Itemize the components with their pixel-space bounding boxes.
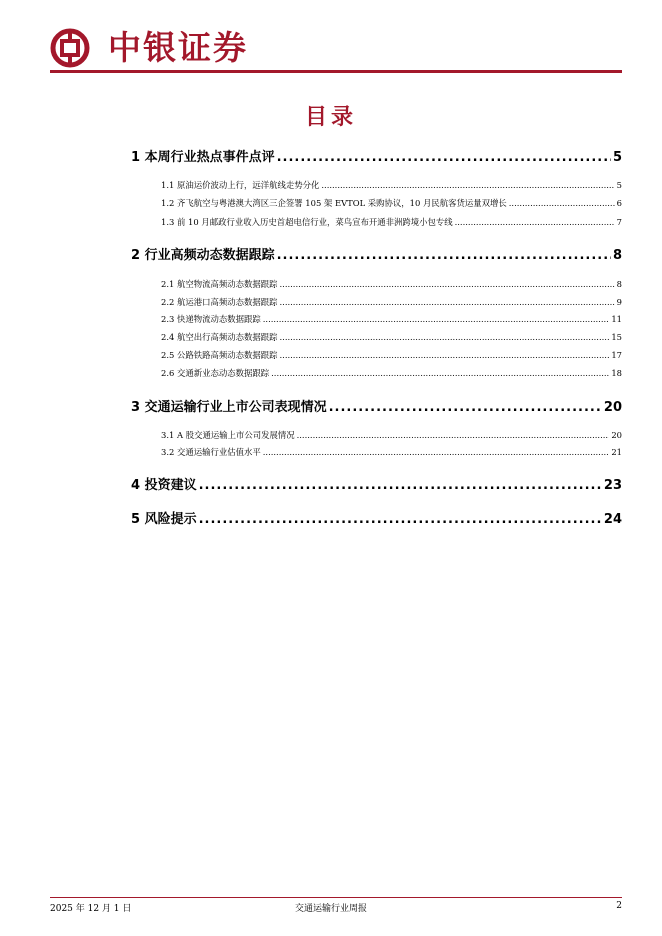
toc-section-entry[interactable] <box>161 349 622 361</box>
footer-page-number: 2 <box>616 901 622 911</box>
toc-chapter-entry[interactable] <box>131 146 622 165</box>
toc-dot-leader <box>280 297 615 307</box>
toc-entry-title: 交通运输行业上市公司表现情况 <box>144 400 327 415</box>
toc-entry-page: 9 <box>616 297 622 307</box>
toc-entry-number: 2.2 <box>161 297 175 307</box>
toc-dot-leader <box>455 217 615 227</box>
toc-entry-page: 8 <box>612 248 622 263</box>
toc-entry-page: 15 <box>611 332 622 342</box>
toc-entry-number: 2 <box>131 248 141 263</box>
toc-entry-number: 2.6 <box>161 368 175 378</box>
toc-section-entry[interactable] <box>161 216 622 228</box>
toc-dot-leader <box>263 314 610 324</box>
toc-entry-title: 交通运输行业估值水平 <box>177 447 261 457</box>
toc-entry-page: 17 <box>611 350 622 360</box>
toc-dot-leader <box>263 447 610 457</box>
toc-entry-number: 3.2 <box>161 447 175 457</box>
toc-chapter-entry[interactable] <box>131 474 622 493</box>
toc-dot-leader <box>509 198 615 208</box>
toc-dot-leader <box>297 430 610 440</box>
toc-section-entry[interactable] <box>161 331 622 343</box>
toc-entry-page: 8 <box>616 279 622 289</box>
toc-entry-page: 23 <box>603 478 622 493</box>
toc-entry-page: 11 <box>611 314 622 324</box>
toc-entry-page: 18 <box>611 368 622 378</box>
toc-entry-number: 4 <box>131 478 141 493</box>
toc-entry-title: 行业高频动态数据跟踪 <box>144 248 275 263</box>
toc-entry-title: 航空物流高频动态数据跟踪 <box>177 279 278 289</box>
bank-of-china-logo-icon <box>50 28 90 68</box>
header-divider <box>50 70 622 73</box>
toc-entry-number: 5 <box>131 512 141 527</box>
toc-entry-title: A 股交通运输上市公司发展情况 <box>177 430 295 440</box>
toc-title: 目录 <box>304 105 357 130</box>
toc-entry-page: 20 <box>611 430 622 440</box>
footer-divider <box>50 897 622 898</box>
toc-entry-title: 公路铁路高频动态数据跟踪 <box>177 350 278 360</box>
toc-dot-leader <box>277 248 611 263</box>
brand-name: 中银证券 <box>108 28 248 67</box>
toc-entry-title: 风险提示 <box>144 512 197 527</box>
toc-chapter-entry[interactable] <box>131 244 622 263</box>
toc-entry-page: 7 <box>616 217 622 227</box>
toc-entry-title: 航空出行高频动态数据跟踪 <box>177 332 278 342</box>
toc-entry-page: 21 <box>611 447 622 457</box>
toc-entry-number: 2.3 <box>161 314 175 324</box>
toc-entry-number: 1 <box>131 150 141 165</box>
toc-entry-page: 5 <box>612 150 622 165</box>
toc-section-entry[interactable] <box>161 367 622 379</box>
toc-section-entry[interactable] <box>161 197 622 209</box>
toc-entry-number: 1.3 <box>161 217 175 227</box>
toc-entry-page: 20 <box>603 400 622 415</box>
toc-entry-title: 本周行业热点事件点评 <box>144 150 275 165</box>
toc-section-entry[interactable] <box>161 313 622 325</box>
footer-date: 2025 年 12 月 1 日 <box>50 904 132 914</box>
toc-entry-number: 3.1 <box>161 430 175 440</box>
toc-entry-page: 24 <box>603 512 622 527</box>
toc-entry-number: 2.5 <box>161 350 175 360</box>
toc-entry-page: 6 <box>616 198 622 208</box>
toc-dot-leader <box>277 150 611 165</box>
toc-chapter-entry[interactable] <box>131 508 622 527</box>
toc-entry-title: 航运港口高频动态数据跟踪 <box>177 297 278 307</box>
toc-dot-leader <box>280 350 610 360</box>
toc-section-entry[interactable] <box>161 179 622 191</box>
toc-dot-leader <box>321 180 614 190</box>
toc-section-entry[interactable] <box>161 278 622 290</box>
toc-entry-title: 投资建议 <box>144 478 197 493</box>
toc-dot-leader <box>199 512 602 527</box>
toc-entry-number: 1.2 <box>161 198 175 208</box>
toc-chapter-entry[interactable] <box>131 396 622 415</box>
toc-dot-leader <box>280 279 615 289</box>
toc-section-entry[interactable] <box>161 446 622 458</box>
toc-dot-leader <box>280 332 610 342</box>
toc-dot-leader <box>271 368 609 378</box>
toc-entry-number: 2.4 <box>161 332 175 342</box>
toc-section-entry[interactable] <box>161 296 622 308</box>
toc-entry-title: 前 10 月邮政行业收入历史首超电信行业，菜鸟宣布开通非洲跨境小包专线 <box>177 217 453 227</box>
toc-entry-page: 5 <box>616 180 622 190</box>
toc-entry-title: 快递物流动态数据跟踪 <box>177 314 261 324</box>
toc-entry-title: 原油运价波动上行，远洋航线走势分化 <box>177 180 320 190</box>
toc-entry-number: 3 <box>131 400 141 415</box>
toc-dot-leader <box>329 400 602 415</box>
footer-report-name: 交通运输行业周报 <box>294 904 367 914</box>
toc-entry-number: 1.1 <box>161 180 175 190</box>
page-header <box>50 28 622 72</box>
toc-entry-number: 2.1 <box>161 279 175 289</box>
toc-dot-leader <box>199 478 602 493</box>
toc-entry-title: 交通新业态动态数据跟踪 <box>177 368 270 378</box>
toc-section-entry[interactable] <box>161 429 622 441</box>
toc-entry-title: 齐飞航空与粤港澳大湾区三企签署 105 架 EVTOL 采购协议，10 月民航客货运量双增长 <box>177 198 507 208</box>
